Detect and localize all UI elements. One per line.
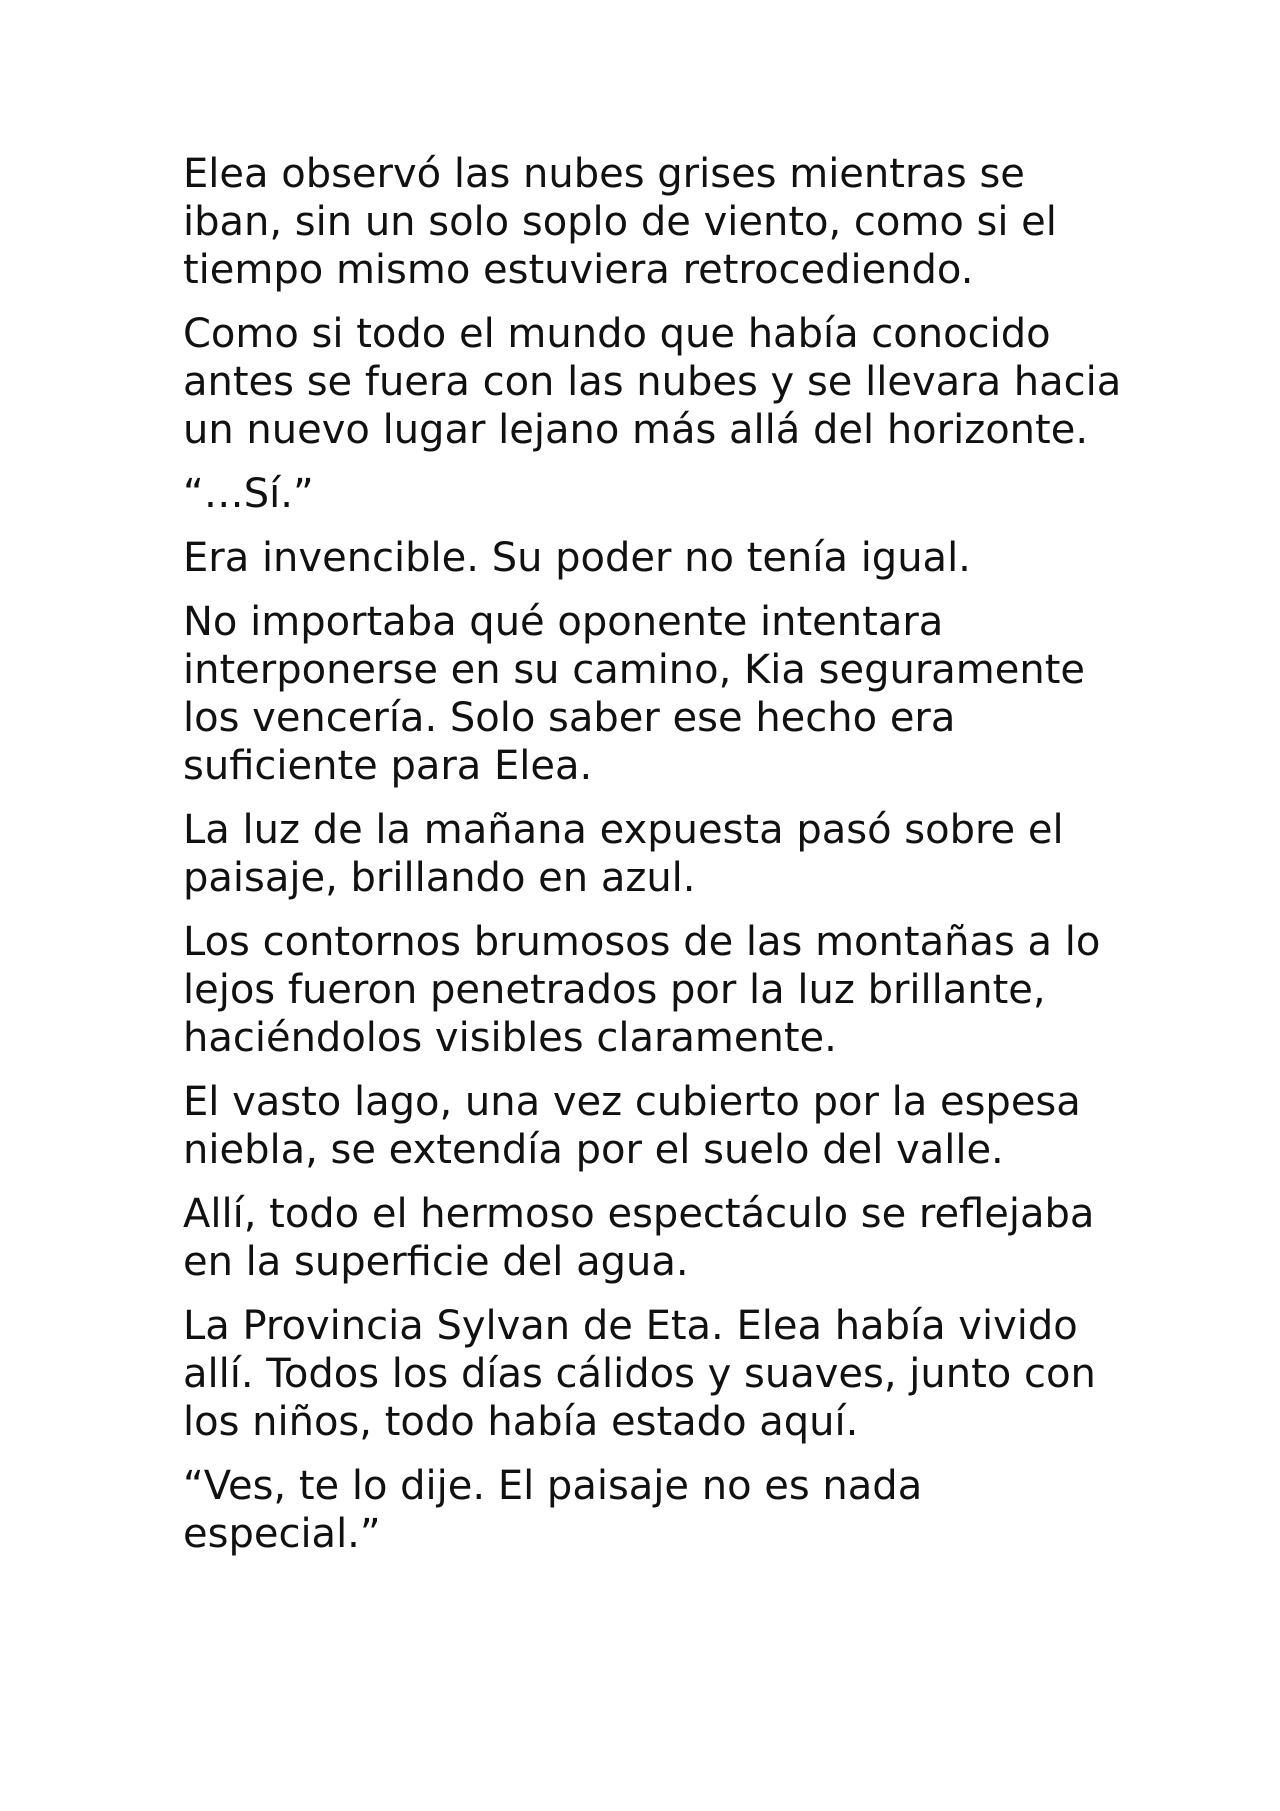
- paragraph: La luz de la mañana expuesta pasó sobre el paisaje, brillando en azul.: [183, 807, 1064, 901]
- paragraph: Los contornos brumosos de las montañas a lo lejos fueron penetrados por la luz brillante, haciéndolos visibles claramente.: [183, 919, 1101, 1061]
- paragraph: “…Sí.”: [183, 471, 314, 517]
- paragraph: Como si todo el mundo que había conocido antes se fuera con las nubes y se llevara hacia un nuevo lugar lejano más allá del horizonte.: [183, 311, 1122, 453]
- paragraph: Elea observó las nubes grises mientras se iban, sin un solo soplo de viento, como si el tiempo mismo estuviera retrocediendo.: [183, 151, 1057, 293]
- paragraph: El vasto lago, una vez cubierto por la espesa niebla, se extendía por el suelo del valle.: [183, 1079, 1081, 1173]
- paragraph: Era invencible. Su poder no tenía igual.: [183, 535, 971, 581]
- paragraph: Allí, todo el hermoso espectáculo se reflejaba en la superficie del agua.: [183, 1191, 1095, 1285]
- paragraph: No importaba qué oponente intentara interponerse en su camino, Kia seguramente los vencería. Solo saber ese hecho era suficiente para Elea.: [183, 599, 1085, 789]
- paragraph: La Provincia Sylvan de Eta. Elea había vivido allí. Todos los días cálidos y suaves, junto con los niños, todo había estado aquí.: [183, 1303, 1096, 1445]
- paragraph: “Ves, te lo dije. El paisaje no es nada especial.”: [183, 1463, 923, 1557]
- document-page: [183, 150, 1123, 1574]
